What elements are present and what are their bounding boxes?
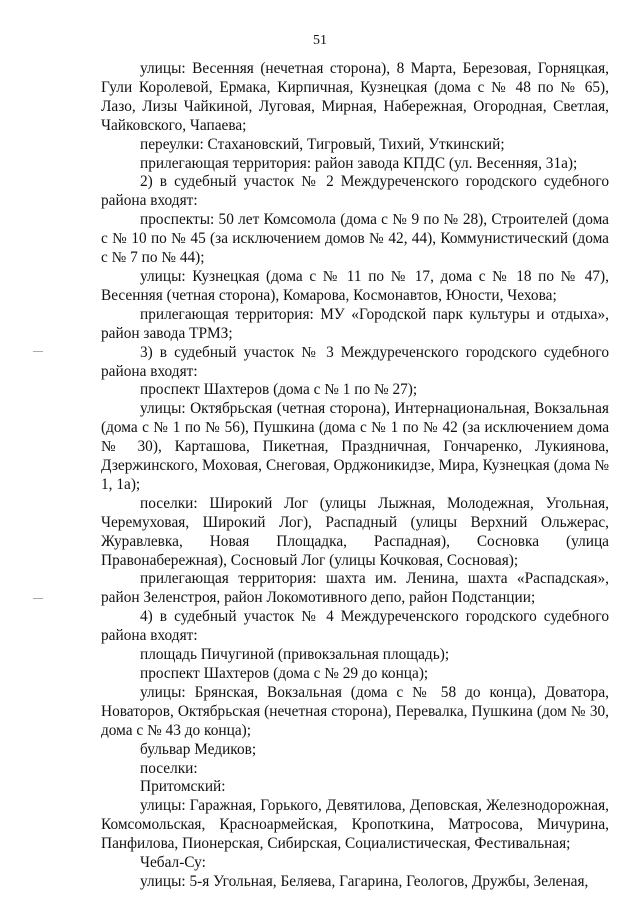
paragraph: Притомский: [140, 778, 226, 796]
paragraph: поселки: Широкий Лог (улицы Лыжная, Молодежная, Угольная, Черемуховая, Широкий Лог), Распадный (улицы Верхний Ольжерас, Журавлевка, Новая Площадка, Распадная), Сосновка (улица Правонабережная), Сосновый Лог (улицы Кочковая, Сосновая); [101, 494, 609, 569]
paragraph: улицы: Гаражная, Горького, Девятилова, Деповская, Железнодорожная, Комсомольская, Красноармейская, Кропоткина, Матросова, Мичурина, Панфилова, Пионерская, Сибирская, Социалистическая, Фестивальная; [101, 797, 609, 853]
document-body [101, 60, 609, 892]
paragraph: прилегающая территория: район завода КПДС (ул. Весенняя, 31а); [140, 154, 578, 172]
paragraph: поселки: [140, 759, 198, 777]
paragraph: проспект Шахтеров (дома с № 1 по № 27); [140, 381, 418, 399]
paragraph: проспекты: 50 лет Комсомола (дома с № 9 по № 28), Строителей (дома с № 10 по № 45 (за исключением домов № 42, 44), Коммунистический (дома с № 7 по № 44); [101, 211, 609, 267]
paragraph: проспект Шахтеров (дома с № 29 до конца); [140, 665, 429, 682]
paragraph: Чебал-Су: [140, 854, 206, 872]
paragraph: прилегающая территория: МУ «Городской парк культуры и отдыха», район завода ТРМЗ; [101, 305, 609, 342]
paragraph: площадь Пичугиной (привокзальная площадь); [140, 646, 450, 664]
paragraph: бульвар Медиков; [140, 740, 257, 758]
paragraph: улицы: Брянская, Вокзальная (дома с № 58 до конца), Доватора, Новаторов, Октябрьская (нечетная сторона), Перевалка, Пушкина (дом № 30, дома с № 43 до конца); [101, 683, 609, 739]
paragraph: улицы: Кузнецкая (дома с № 11 по № 17, дома с № 18 по № 47), Весенняя (четная сторона), Комарова, Космонавтов, Юности, Чехова; [101, 267, 609, 304]
paragraph: 2) в судебный участок № 2 Междуреченского городского судебного района входят: [101, 173, 609, 210]
paragraph: улицы: Весенняя (нечетная сторона), 8 Марта, Березовая, Горняцкая, Гули Королевой, Ермака, Кирпичная, Кузнецкая (дома с № 48 по № 65), Лазо, Лизы Чайкиной, Луговая, Мирная, Набережная, Огородная, Светлая, Чайковского, Чапаева; [101, 60, 609, 134]
paragraph: 4) в судебный участок № 4 Междуреченского городского судебного района входят: [101, 608, 609, 645]
margin-mark [33, 351, 43, 352]
paragraph: 3) в судебный участок № 3 Междуреченского городского судебного района входят: [101, 343, 609, 380]
margin-mark [33, 598, 43, 599]
page-number: 51 [313, 33, 327, 48]
paragraph: переулки: Стахановский, Тигровый, Тихий, Уткинский; [140, 135, 505, 153]
paragraph: улицы: 5-я Угольная, Беляева, Гагарина, Геологов, Дружбы, Зеленая, [140, 872, 589, 890]
paragraph: прилегающая территория: шахта им. Ленина, шахта «Распадская», район Зеленстроя, район Локомотивного депо, район Подстанции; [101, 570, 609, 607]
paragraph: улицы: Октябрьская (четная сторона), Интернациональная, Вокзальная (дома с № 1 по № 56), Пушкина (дома с № 1 по № 42 (за исключением дома № 30), Карташова, Пикетная, Праздничная, Гончаренко, Лукиянова, Дзержинского, Моховая, Снеговая, Орджоникидзе, Мира, Кузнецкая (дома № 1, 1а); [101, 400, 609, 493]
